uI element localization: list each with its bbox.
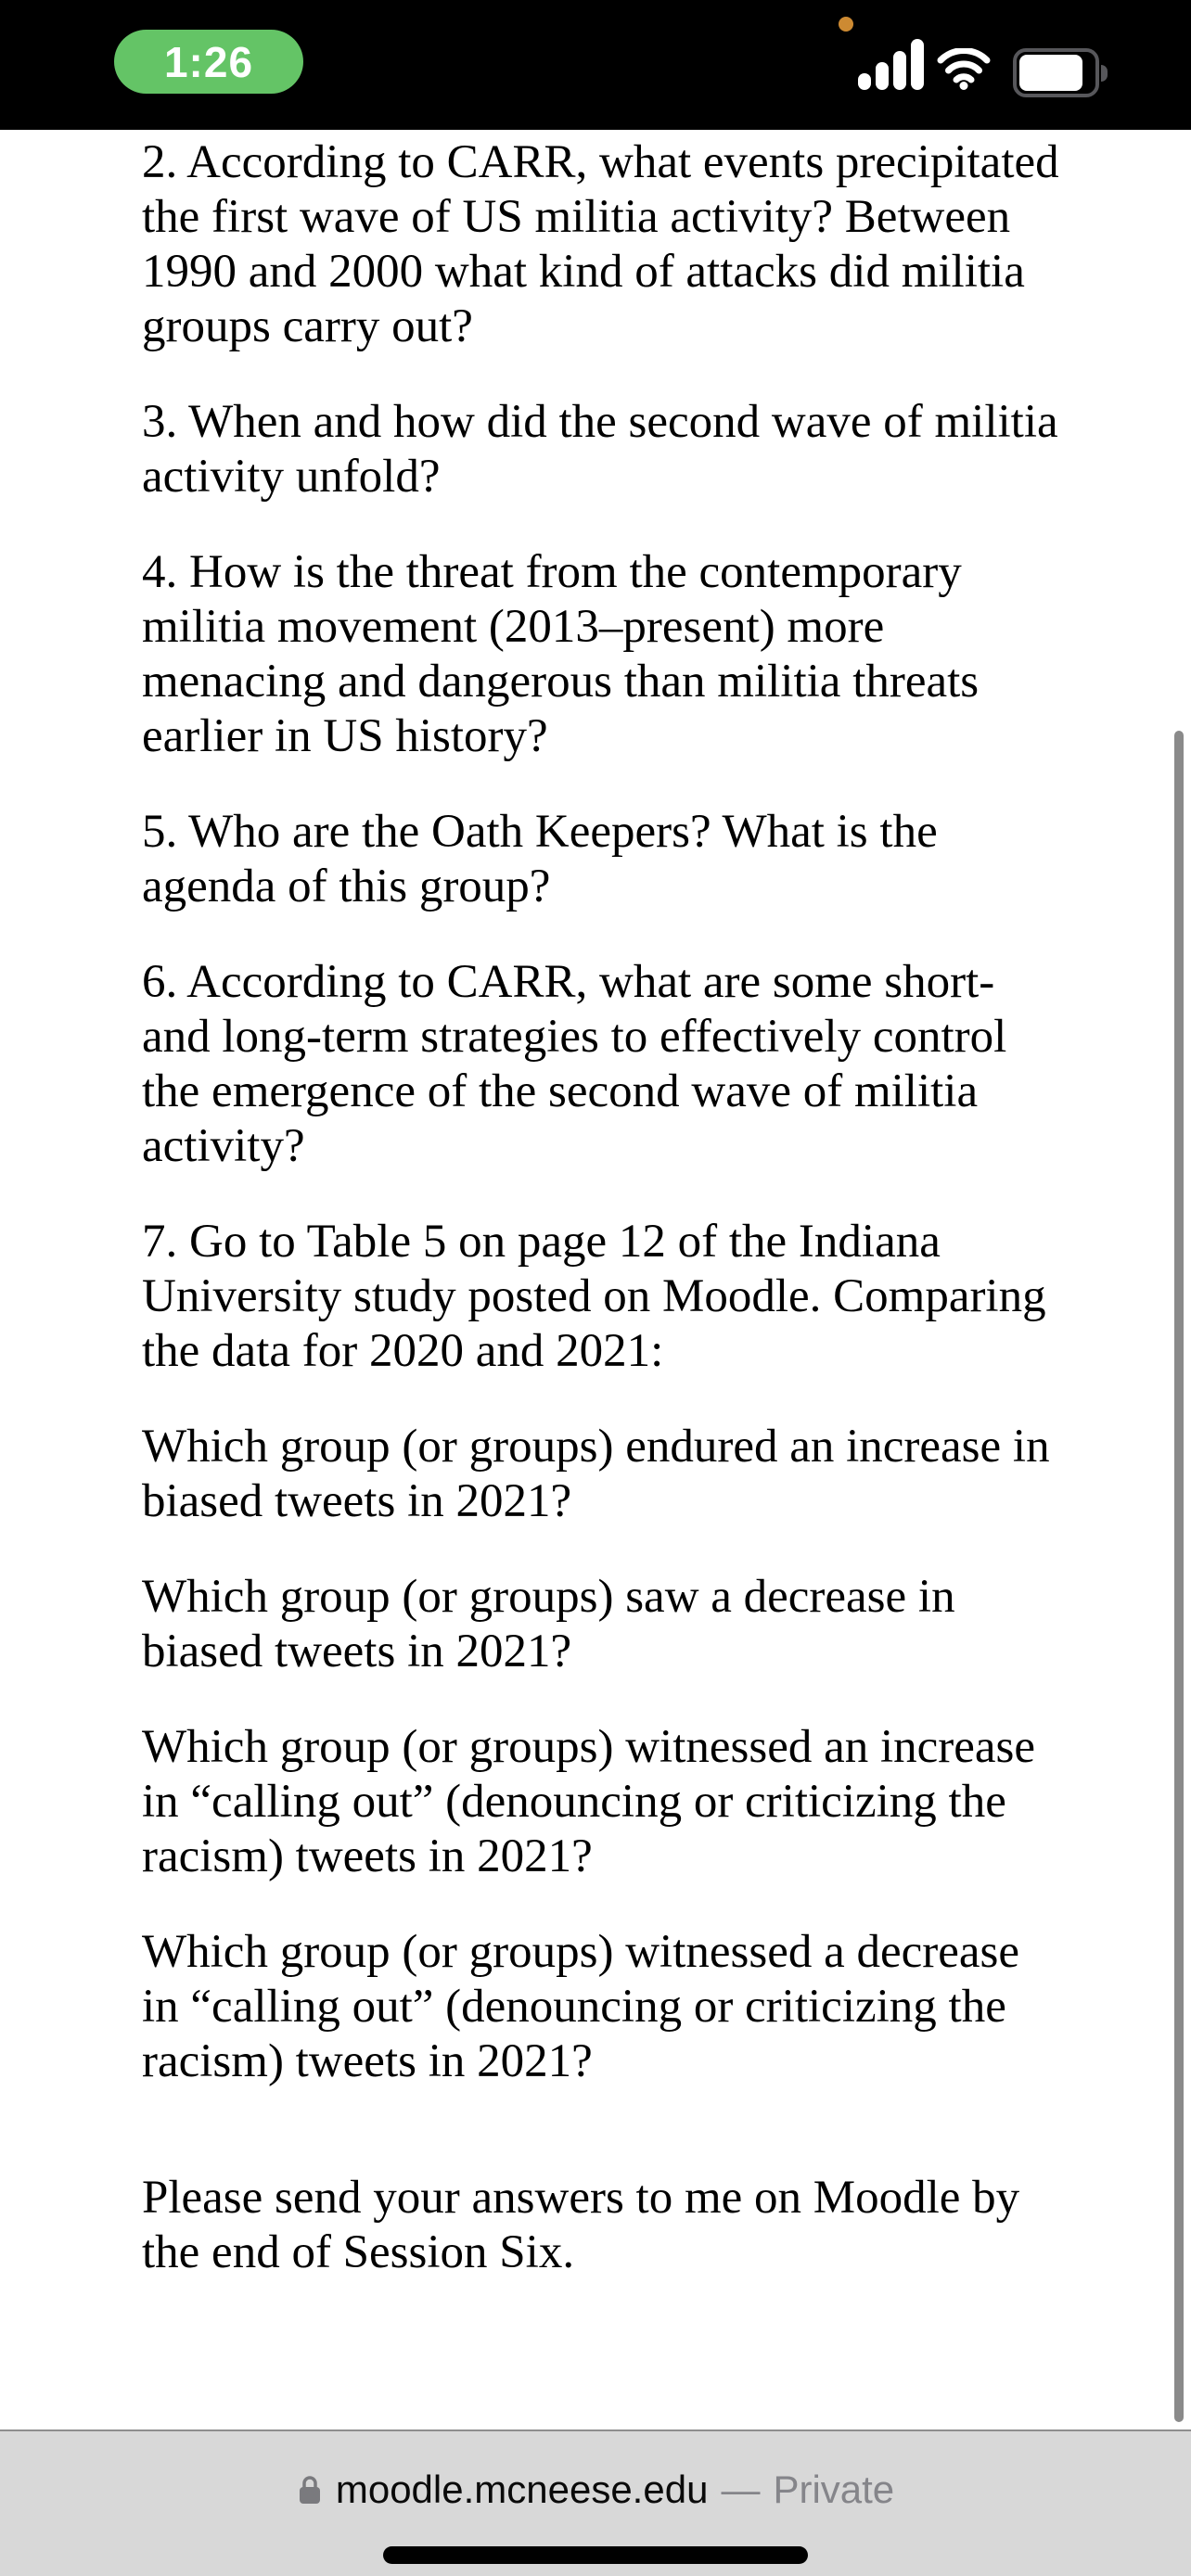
private-browsing-label: Private	[773, 2468, 895, 2511]
cellular-signal-icon	[858, 39, 924, 90]
battery-icon	[1013, 48, 1099, 97]
document-paragraph: Which group (or groups) endured an increase in biased tweets in 2021?	[142, 1421, 1050, 1527]
document-paragraph: 4. How is the threat from the contemporary militia movement (2013–present) more menacing and dangerous than militia threats earlier in US history?	[142, 546, 980, 762]
wifi-icon	[937, 48, 991, 95]
document-paragraph: 6. According to CARR, what are some short- and long-term strategies to effectively control the emergence of the second wave of militia activity?	[142, 956, 1007, 1172]
document-paragraph: Please send your answers to me on Moodle by the end of Session Six.	[142, 2172, 1020, 2278]
battery-cap	[1101, 65, 1108, 82]
document-paragraph: 3. When and how did the second wave of militia activity unfold?	[142, 396, 1058, 503]
scrollbar-thumb[interactable]	[1174, 731, 1184, 2422]
active-call-time-pill[interactable]: 1:26	[114, 30, 303, 94]
home-indicator[interactable]	[383, 2546, 808, 2564]
document-paragraph: 7. Go to Table 5 on page 12 of the Indiana University study posted on Moodle. Comparing the data for 2020 and 2021:	[142, 1216, 1046, 1377]
document-body	[0, 130, 1191, 2280]
document-scroll-area[interactable]	[0, 130, 1191, 2429]
document-paragraph: Which group (or groups) witnessed a decrease in “calling out” (denouncing or criticizing the racism) tweets in 2021?	[142, 1926, 1019, 2087]
address-bar[interactable]	[0, 2468, 1191, 2511]
battery-fill-level	[1019, 55, 1082, 91]
document-paragraph: Which group (or groups) saw a decrease in biased tweets in 2021?	[142, 1571, 955, 1677]
document-paragraph: 2. According to CARR, what events precipitated the first wave of US militia activity? Between 1990 and 2000 what kind of attacks did militia groups carry out?	[142, 136, 1059, 352]
safari-bottom-bar	[0, 2429, 1191, 2576]
status-bar	[0, 0, 1191, 130]
url-domain: moodle.mcneese.edu	[335, 2468, 709, 2511]
lock-icon	[297, 2474, 323, 2506]
url-separator: —	[721, 2468, 761, 2511]
microphone-in-use-indicator-dot	[839, 17, 853, 32]
document-paragraph: Which group (or groups) witnessed an increase in “calling out” (denouncing or criticizing the racism) tweets in 2021?	[142, 1721, 1036, 1882]
document-paragraph: 5. Who are the Oath Keepers? What is the agenda of this group?	[142, 806, 938, 912]
